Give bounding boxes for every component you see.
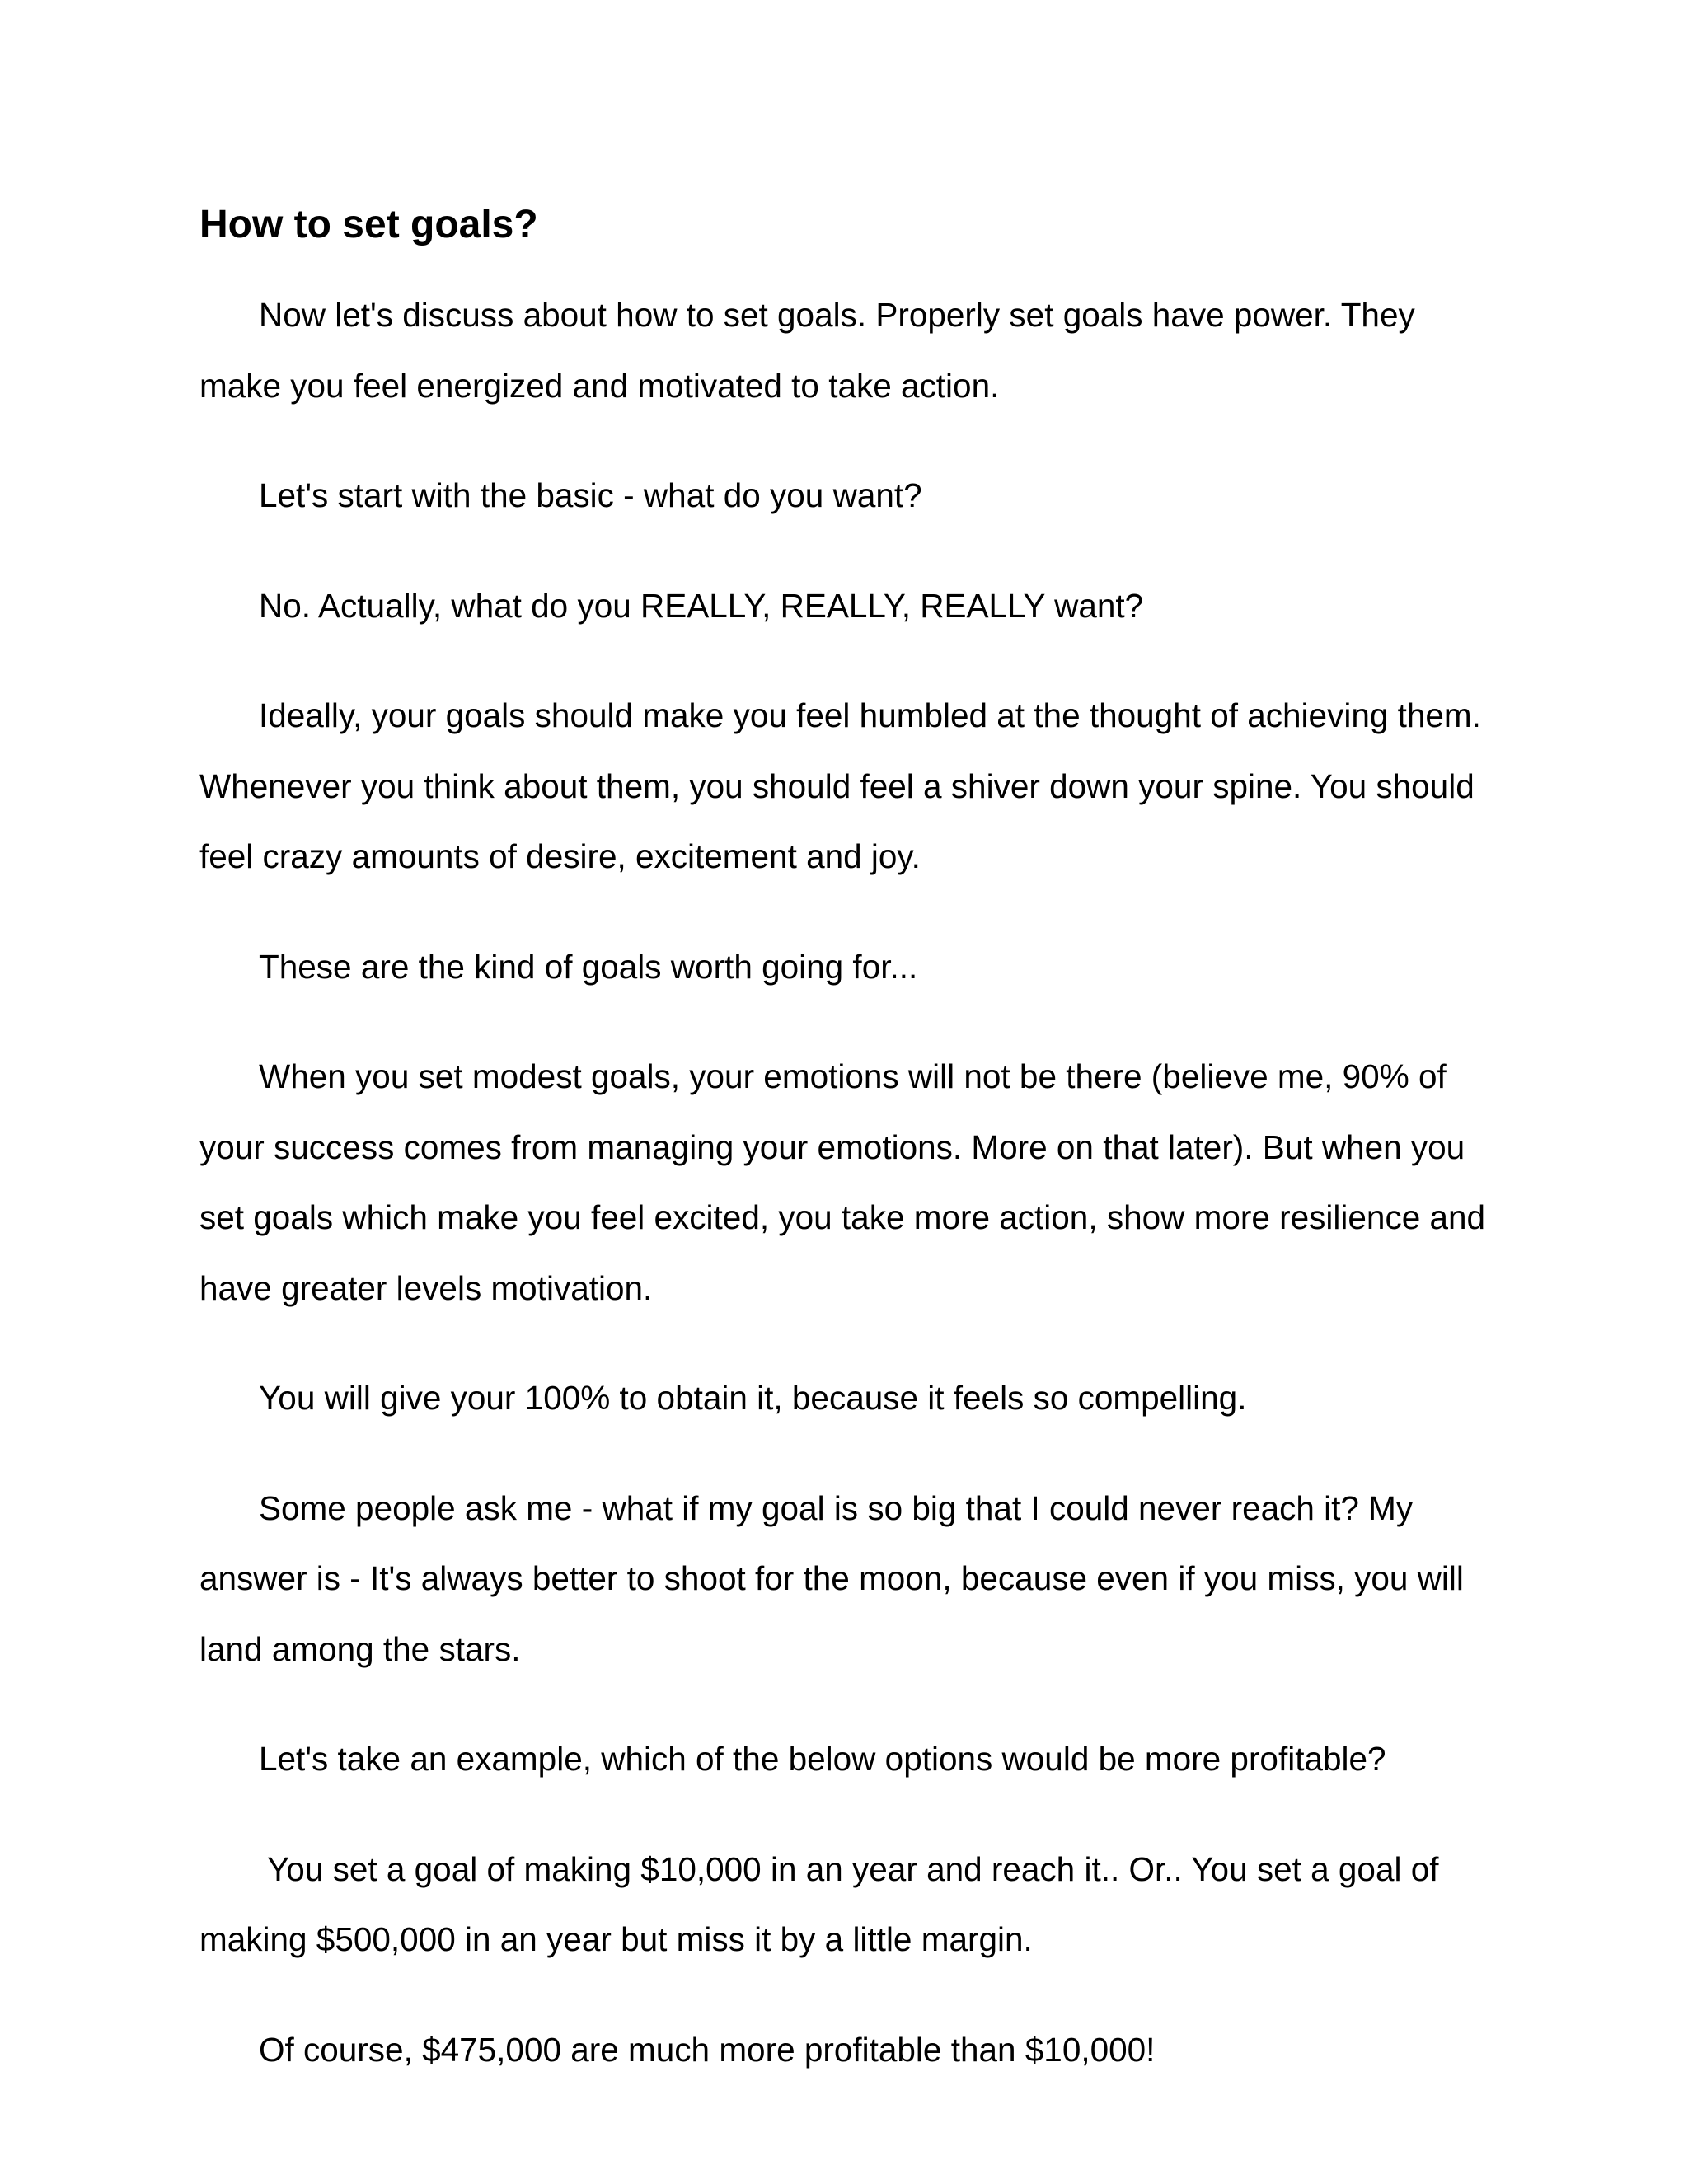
paragraph-4: Ideally, your goals should make you feel humbled at the thought of achieving them. Whenever you think about them, you should feel a shiver down your spine. You should feel crazy amounts of desire, excitement and joy. (199, 696, 1481, 875)
paragraph-11: Of course, $475,000 are much more profitable than $10,000! (259, 2030, 1156, 2069)
paragraph-2: Let's start with the basic - what do you want? (259, 476, 922, 514)
paragraph-7: You will give your 100% to obtain it, because it feels so compelling. (259, 1379, 1247, 1417)
paragraph-5: These are the kind of goals worth going for... (259, 947, 918, 986)
paragraph-9: Let's take an example, which of the below options would be more profitable? (259, 1740, 1386, 1778)
paragraph-3: No. Actually, what do you REALLY, REALLY, REALLY want? (259, 586, 1144, 625)
paragraph-1: Now let's discuss about how to set goals. Properly set goals have power. They make you feel energized and motivated to take action. (199, 296, 1415, 405)
document-body (199, 198, 1502, 2085)
paragraph-8: Some people ask me - what if my goal is so big that I could never reach it? My answer is - It's always better to shoot for the moon, because even if you miss, you will land among the stars. (199, 1488, 1464, 1668)
page-title: How to set goals? (199, 203, 538, 246)
paragraph-6: When you set modest goals, your emotions will not be there (believe me, 90% of your success comes from managing your emotions. More on that later). But when you set goals which make you feel excited, you take more action, show more resilience and have greater levels motivation. (199, 1057, 1486, 1307)
paragraph-10: You set a goal of making $10,000 in an year and reach it.. Or.. You set a goal of making $500,000 in an year but miss it by a little margin. (199, 1849, 1439, 1958)
